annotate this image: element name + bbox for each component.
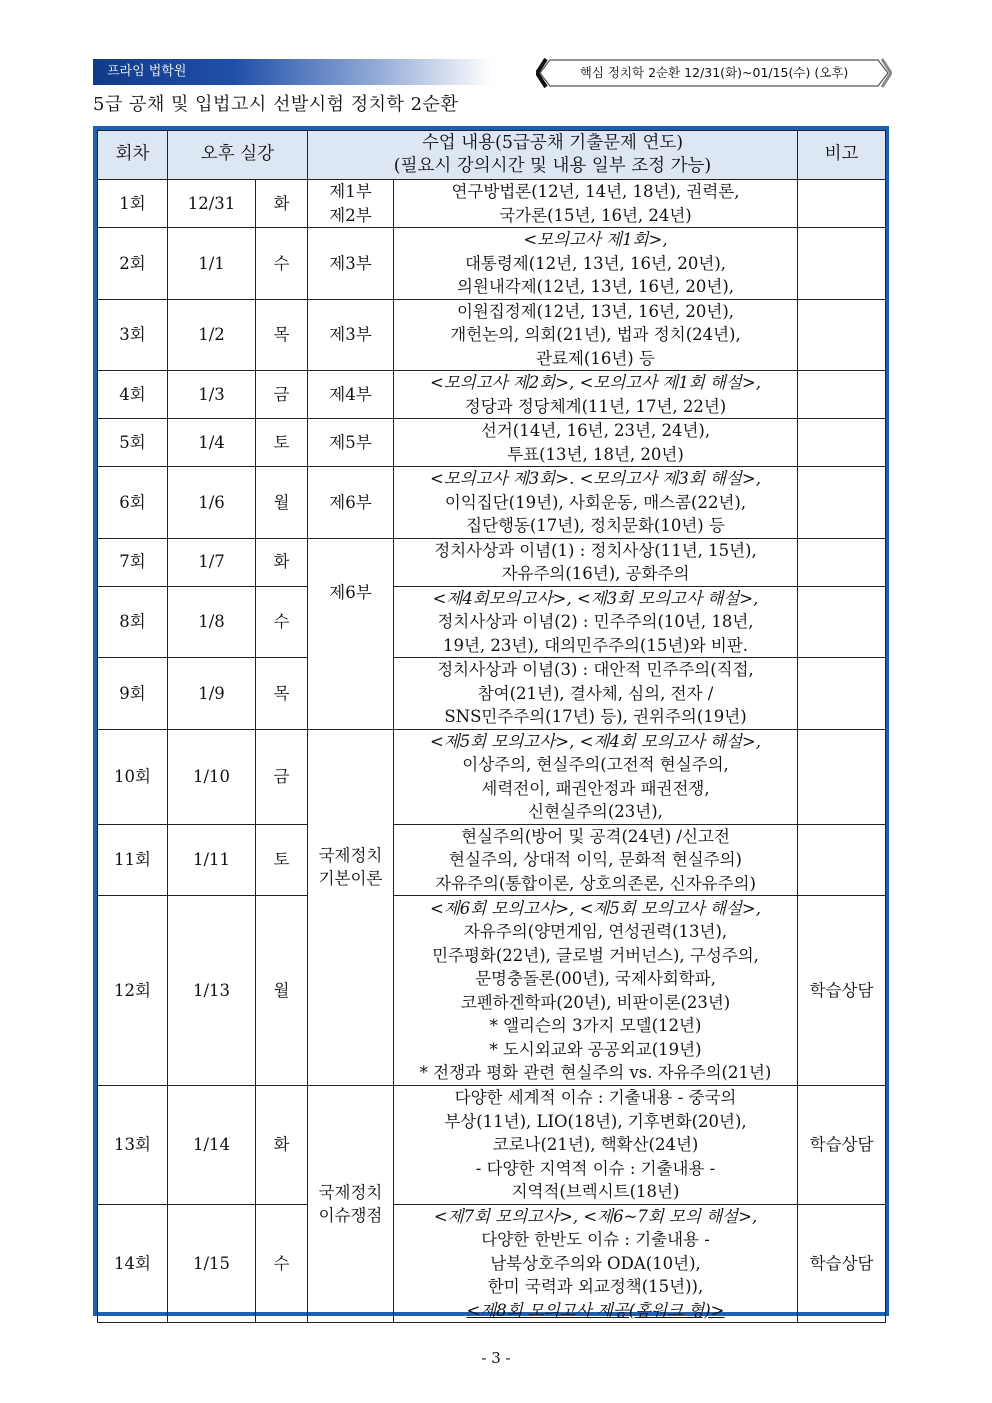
table-row: [98, 419, 886, 467]
homework-text: <제8회 모의고사 제공(홈워크 형)>: [466, 1300, 725, 1320]
note-cell: [798, 729, 886, 824]
day-cell: 수: [256, 228, 308, 300]
table-row: [98, 658, 886, 730]
day-cell: 화: [256, 180, 308, 228]
mock-exam-text: <제4회모의고사>, <제3회 모의고사 해설>,: [432, 588, 759, 608]
table-row: [98, 228, 886, 300]
date-cell: 1/4: [168, 419, 256, 467]
day-cell: 화: [256, 1086, 308, 1205]
session-cell: 10회: [98, 729, 168, 824]
part-cell: 제3부: [308, 228, 394, 300]
note-cell: [798, 538, 886, 586]
note-cell: [798, 299, 886, 371]
page-subtitle: 5급 공채 및 입법고시 선발시험 정치학 2순환: [93, 94, 459, 115]
date-cell: 1/8: [168, 586, 256, 658]
date-cell: 1/13: [168, 896, 256, 1086]
content-cell: 선거(14년, 16년, 23년, 24년), 투표(13년, 18년, 20년): [394, 419, 798, 467]
day-cell: 토: [256, 419, 308, 467]
content-cell: 이원집정제(12년, 13년, 16년, 20년), 개헌논의, 의회(21년), 법과 정치(24년), 관료제(16년) 등: [394, 299, 798, 371]
note-cell: 학습상담: [798, 1086, 886, 1205]
note-cell: [798, 228, 886, 300]
table-row: [98, 467, 886, 539]
date-cell: 1/10: [168, 729, 256, 824]
session-cell: 6회: [98, 467, 168, 539]
day-cell: 수: [256, 586, 308, 658]
content-cell: 정치사상과 이념(1) : 정치사상(11년, 15년), 자유주의(16년), 공화주의: [394, 538, 798, 586]
content-cell: [394, 729, 798, 824]
table-row: [98, 824, 886, 896]
content-cell: [394, 1204, 798, 1323]
content-cell: [394, 586, 798, 658]
page-number: - 3 -: [481, 1349, 511, 1367]
session-cell: 14회: [98, 1204, 168, 1323]
date-cell: 12/31: [168, 180, 256, 228]
note-cell: [798, 824, 886, 896]
note-cell: 학습상담: [798, 896, 886, 1086]
mock-exam-text: <모의고사 제2회>, <모의고사 제1회 해설>,: [430, 373, 761, 392]
table-row: [98, 1086, 886, 1205]
content-text: 정당과 정당체계(11년, 17년, 22년): [464, 396, 727, 416]
content-text: 정치사상과 이념(2) : 민주주의(10년, 18년, 19년, 23년), 대의민주주의(15년)와 비판.: [437, 612, 754, 655]
date-cell: 1/3: [168, 371, 256, 419]
part-cell: 제6부: [308, 538, 394, 729]
day-cell: 수: [256, 1204, 308, 1323]
session-cell: 4회: [98, 371, 168, 419]
table-row: [98, 1204, 886, 1323]
content-text: 자유주의(양면게임, 연성권력(13년), 민주평화(22년), 글로벌 거버넌스), 구성주의, 문명충돌론(00년), 국제사회학파, 코펜하겐학파(20년), 비판이론(23년) * 앨리슨의 3가지 모델(12년) * 도시외교와 공공외교(19년) * 전쟁과 평화 관련 현실주의 vs. 자유주의(21년): [419, 922, 772, 1082]
session-cell: 3회: [98, 299, 168, 371]
date-cell: 1/9: [168, 658, 256, 730]
part-cell: 국제정치 기본이론: [308, 729, 394, 1086]
note-cell: [798, 419, 886, 467]
day-cell: 금: [256, 729, 308, 824]
date-cell: 1/14: [168, 1086, 256, 1205]
content-cell: 정치사상과 이념(3) : 대안적 민주주의(직접, 참여(21년), 결사체, 심의, 전자 / SNS민주주의(17년) 등), 권위주의(19년): [394, 658, 798, 730]
session-cell: 13회: [98, 1086, 168, 1205]
content-text: 이익집단(19년), 사회운동, 매스콤(22년), 집단행동(17년), 정치문화(10년) 등: [444, 492, 747, 535]
course-tag-text: 핵심 정치학 2순환 12/31(화)~01/15(수) (오후): [579, 65, 849, 80]
mock-exam-text: <제5회 모의고사>, <제4회 모의고사 해설>,: [430, 731, 761, 751]
date-cell: 1/1: [168, 228, 256, 300]
content-text: 이상주의, 현실주의(고전적 현실주의, 세력전이, 패권안정과 패권전쟁, 신현실주의(23년),: [462, 755, 729, 821]
part-cell: 제1부 제2부: [308, 180, 394, 228]
table-row: [98, 180, 886, 228]
content-cell: [394, 467, 798, 539]
note-cell: [798, 586, 886, 658]
date-cell: 1/7: [168, 538, 256, 586]
note-cell: [798, 371, 886, 419]
brand-label: 프라임 법학원: [107, 64, 187, 79]
table-row: [98, 729, 886, 824]
course-tag: [536, 57, 892, 89]
session-cell: 9회: [98, 658, 168, 730]
content-text: 다양한 한반도 이슈 : 기출내용 - 남북상호주의와 ODA(10년), 한미 국력과 외교정책(15년)),: [481, 1230, 710, 1296]
part-cell: 제3부: [308, 299, 394, 371]
table-row: [98, 538, 886, 586]
table-header-row: [98, 131, 886, 180]
day-cell: 목: [256, 299, 308, 371]
note-cell: [798, 658, 886, 730]
session-cell: 2회: [98, 228, 168, 300]
day-cell: 토: [256, 824, 308, 896]
header-note: 비고: [798, 131, 886, 180]
table-row: [98, 371, 886, 419]
date-cell: 1/15: [168, 1204, 256, 1323]
brand-bar: [93, 59, 493, 85]
content-cell: 다양한 세계적 이슈 : 기출내용 - 중국의 부상(11년), LIO(18년), 기후변화(20년), 코로나(21년), 핵확산(24년) - 다양한 지역적 이슈 : 기출내용 - 지역적(브렉시트(18년): [394, 1086, 798, 1205]
part-cell: 제5부: [308, 419, 394, 467]
table-row: [98, 299, 886, 371]
content-cell: 연구방법론(12년, 14년, 18년), 권력론, 국가론(15년, 16년, 24년): [394, 180, 798, 228]
mock-exam-text: <제7회 모의고사>, <제6~7회 모의 해설>,: [433, 1206, 758, 1226]
content-cell: [394, 896, 798, 1086]
content-text: 대통령제(12년, 13년, 16년, 20년), 의원내각제(12년, 13년, 16년, 20년),: [456, 253, 735, 296]
content-cell: [394, 228, 798, 300]
mock-exam-text: <모의고사 제3회>. <모의고사 제3회 해설>,: [430, 469, 761, 488]
date-cell: 1/11: [168, 824, 256, 896]
header-session: 회차: [98, 131, 168, 180]
date-cell: 1/6: [168, 467, 256, 539]
note-cell: [798, 180, 886, 228]
note-cell: 학습상담: [798, 1204, 886, 1323]
content-cell: [394, 371, 798, 419]
header-date: 오후 실강: [168, 131, 308, 180]
header-content: 수업 내용(5급공채 기출문제 연도) (필요시 강의시간 및 내용 일부 조정 가능): [308, 131, 798, 180]
part-cell: 제4부: [308, 371, 394, 419]
date-cell: 1/2: [168, 299, 256, 371]
table-row: [98, 586, 886, 658]
table-row: [98, 896, 886, 1086]
note-cell: [798, 467, 886, 539]
day-cell: 금: [256, 371, 308, 419]
session-cell: 5회: [98, 419, 168, 467]
mock-exam-text: <모의고사 제1회>,: [523, 230, 668, 249]
day-cell: 월: [256, 467, 308, 539]
schedule-table: [97, 130, 886, 1323]
part-cell: 국제정치 이슈쟁점: [308, 1086, 394, 1323]
content-cell: 현실주의(방어 및 공격(24년) /신고전 현실주의, 상대적 이익, 문화적 현실주의) 자유주의(통합이론, 상호의존론, 신자유주의): [394, 824, 798, 896]
session-cell: 11회: [98, 824, 168, 896]
session-cell: 7회: [98, 538, 168, 586]
day-cell: 월: [256, 896, 308, 1086]
session-cell: 12회: [98, 896, 168, 1086]
day-cell: 목: [256, 658, 308, 730]
part-cell: 제6부: [308, 467, 394, 539]
mock-exam-text: <제6회 모의고사>, <제5회 모의고사 해설>,: [430, 898, 761, 918]
session-cell: 1회: [98, 180, 168, 228]
day-cell: 화: [256, 538, 308, 586]
schedule-table-frame: [93, 126, 889, 1320]
session-cell: 8회: [98, 586, 168, 658]
